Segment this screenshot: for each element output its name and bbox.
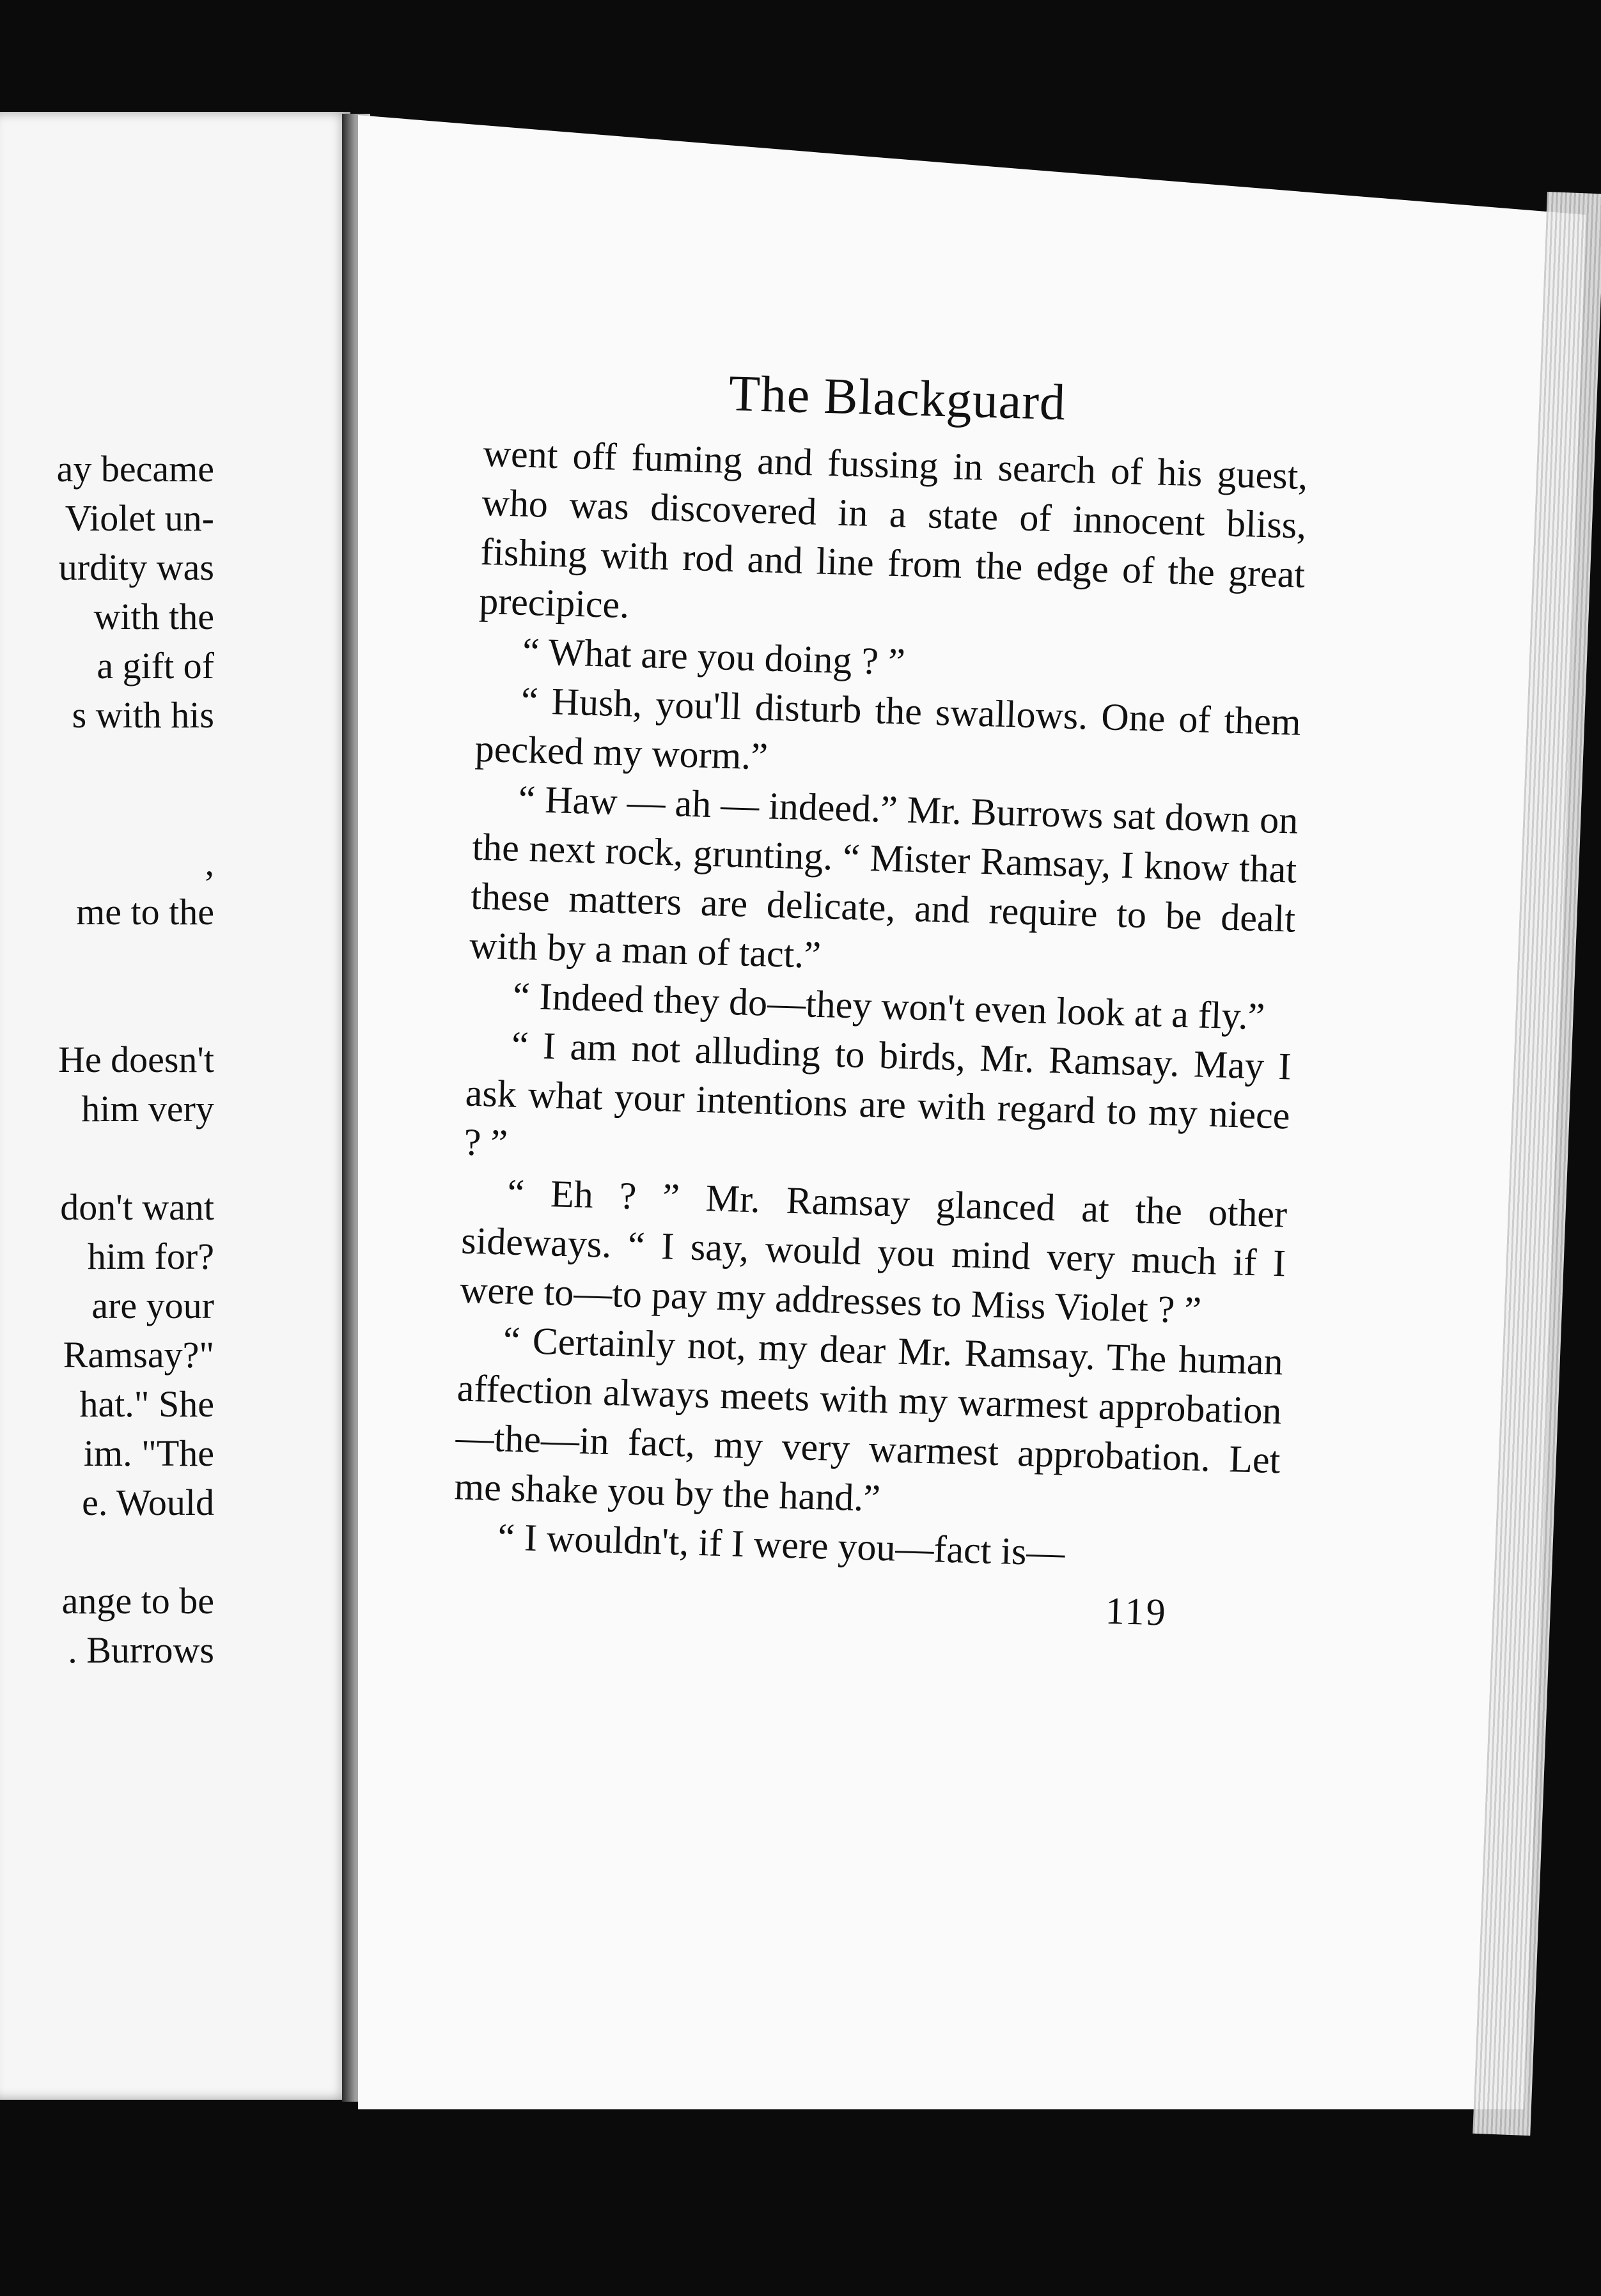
left-line xyxy=(0,1133,214,1183)
right-page-content xyxy=(451,358,1310,1638)
paragraph: “ Indeed they do—they won't even look at a fly.” xyxy=(512,974,1266,1038)
running-head: The Blackguard xyxy=(728,365,1067,431)
left-line: don't want xyxy=(60,1186,214,1228)
paragraph: went off fuming and fussing in search of his guest, who was discovered in a state of innocent bliss, fishing with rod and line from the edge of the great precipice. xyxy=(478,431,1309,626)
paragraph: “ Haw — ah — indeed.” Mr. Burrows sat down on the next rock, grunting. “ Mister Ramsay, I know that these matters are delicate, and require to be dealt with by a man of tact.” xyxy=(469,777,1299,976)
left-line xyxy=(0,986,214,1035)
left-line: Ramsay?" xyxy=(63,1334,214,1376)
paragraph: “ Eh ? ” Mr. Ramsay glanced at the other sideways. “ I say, would you mind very much if I were to—to pay my addresses to Miss Violet ? ” xyxy=(459,1171,1288,1331)
left-line xyxy=(0,789,214,838)
left-line: e. Would xyxy=(82,1482,214,1523)
left-line: ange to be xyxy=(61,1580,214,1622)
left-line: . Burrows xyxy=(68,1629,214,1671)
paragraph: “ I wouldn't, if I were you—fact is— xyxy=(497,1516,1066,1574)
left-page xyxy=(0,112,350,2100)
left-line: him very xyxy=(81,1088,214,1129)
paragraph: “ Certainly not, my dear Mr. Ramsay. The human affection always meets with my warmest approbation—the—in fact, my very warmest approbation. Let me shake you by the hand.” xyxy=(453,1319,1284,1519)
left-line: Violet un- xyxy=(65,497,214,539)
left-line: him for? xyxy=(87,1236,214,1277)
left-line: hat." She xyxy=(79,1383,214,1425)
left-line: me to the xyxy=(76,891,214,933)
left-line: a gift of xyxy=(97,645,214,686)
left-line: are your xyxy=(91,1285,214,1326)
paragraph: “ I am not alluding to birds, Mr. Ramsay. May I ask what your intentions are with regard to my niece ? ” xyxy=(463,1023,1292,1165)
left-line xyxy=(0,936,214,986)
left-line: with the xyxy=(93,596,214,637)
left-line: s with his xyxy=(72,694,214,736)
left-page-text xyxy=(0,444,214,1675)
left-line: urdity was xyxy=(58,547,214,588)
page-number: 119 xyxy=(1104,1589,1168,1634)
left-line: He doesn't xyxy=(58,1039,214,1080)
left-line xyxy=(0,740,214,789)
paragraph: “ What are you doing ? ” xyxy=(522,630,906,683)
left-line: ay became xyxy=(56,448,214,490)
left-line: im. "The xyxy=(83,1432,214,1474)
paragraph: “ Hush, you'll disturb the swallows. One of them pecked my worm.” xyxy=(474,679,1302,778)
left-line: , xyxy=(205,842,214,883)
left-line xyxy=(0,1527,214,1576)
